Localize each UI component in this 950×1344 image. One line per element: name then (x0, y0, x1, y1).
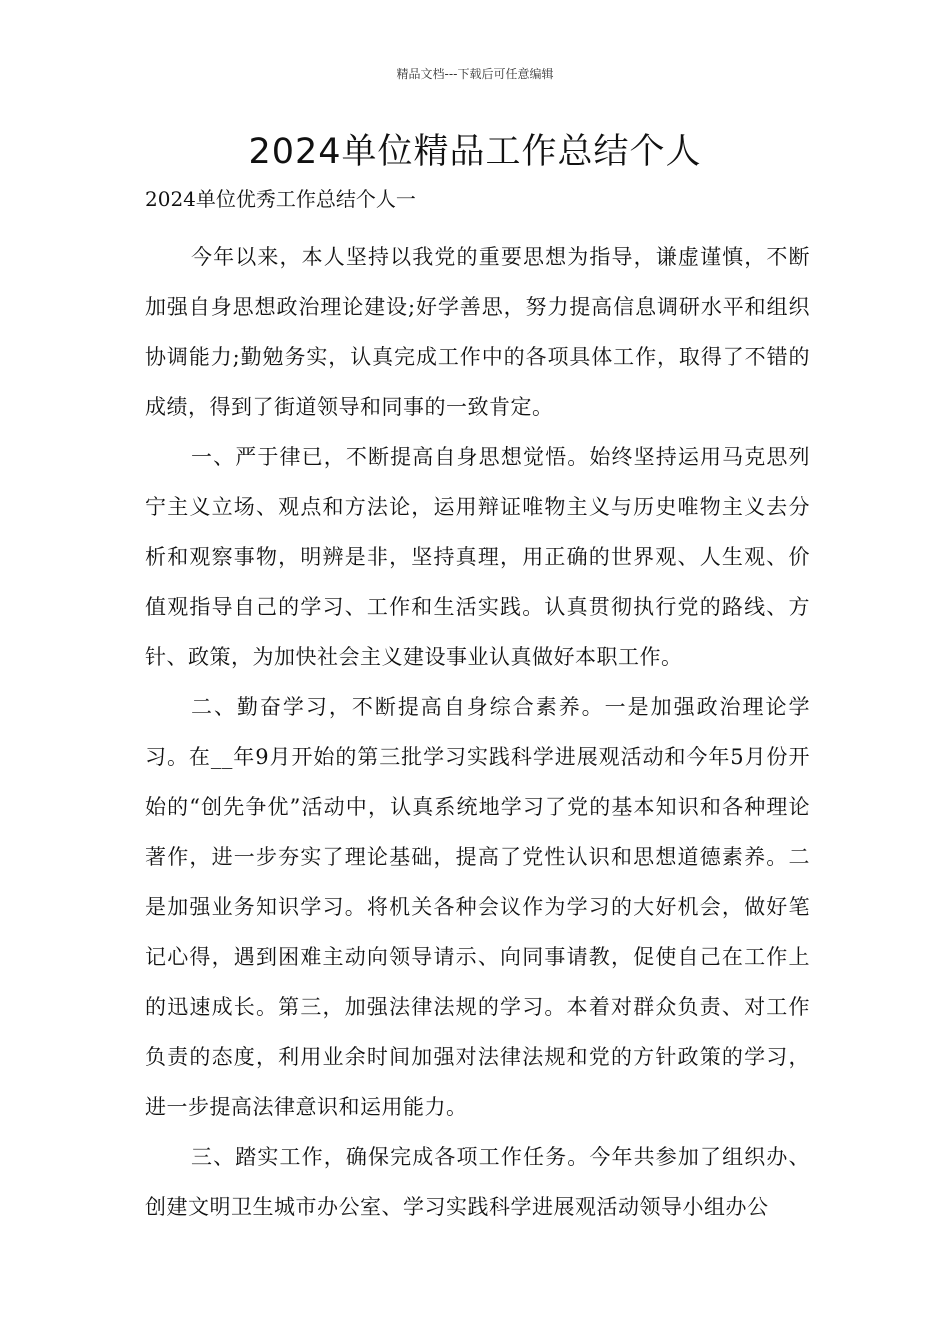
document-subtitle: 2024单位优秀工作总结个人一 (145, 187, 416, 211)
header-note: 精品文档---下载后可任意编辑 (396, 67, 554, 81)
document-title: 2024单位精品工作总结个人 (248, 132, 702, 172)
paragraph-section-1: 一、严于律已，不断提高自身思想觉悟。始终坚持运用马克思列宁主义立场、观点和方法论，运用辩证唯物主义与历史唯物主义去分析和观察事物，明辨是非，坚持真理，用正确的世界观、人生观、价值观指导自己的学习、工作和生活实践。认真贯彻执行党的路线、方针、政策，为加快社会主义建设事业认真做好本职工作。 (145, 445, 810, 669)
paragraph-section-3: 三、踏实工作，确保完成各项工作任务。今年共参加了组织办、创建文明卫生城市办公室、学习实践科学进展观活动领导小组办公 (145, 1145, 810, 1219)
paragraph-section-2: 二、勤奋学习，不断提高自身综合素养。一是加强政治理论学习。在__年9月开始的第三批学习实践科学进展观活动和今年5月份开始的“创先争优”活动中，认真系统地学习了党的基本知识和各种理论著作，进一步夯实了理论基础，提高了党性认识和思想道德素养。二是加强业务知识学习。将机关各种会议作为学习的大好机会，做好笔记心得，遇到困难主动向领导请示、向同事请教，促使自己在工作上的迅速成长。第三，加强法律法规的学习。本着对群众负责、对工作负责的态度，利用业余时间加强对法律法规和党的方针政策的学习，进一步提高法律意识和运用能力。 (145, 695, 810, 1119)
paragraph-intro: 今年以来，本人坚持以我党的重要思想为指导，谦虚谨慎，不断加强自身思想政治理论建设;好学善思，努力提高信息调研水平和组织协调能力;勤勉务实，认真完成工作中的各项具体工作，取得了不错的成绩，得到了街道领导和同事的一致肯定。 (145, 245, 810, 419)
document-body (145, 232, 810, 1232)
